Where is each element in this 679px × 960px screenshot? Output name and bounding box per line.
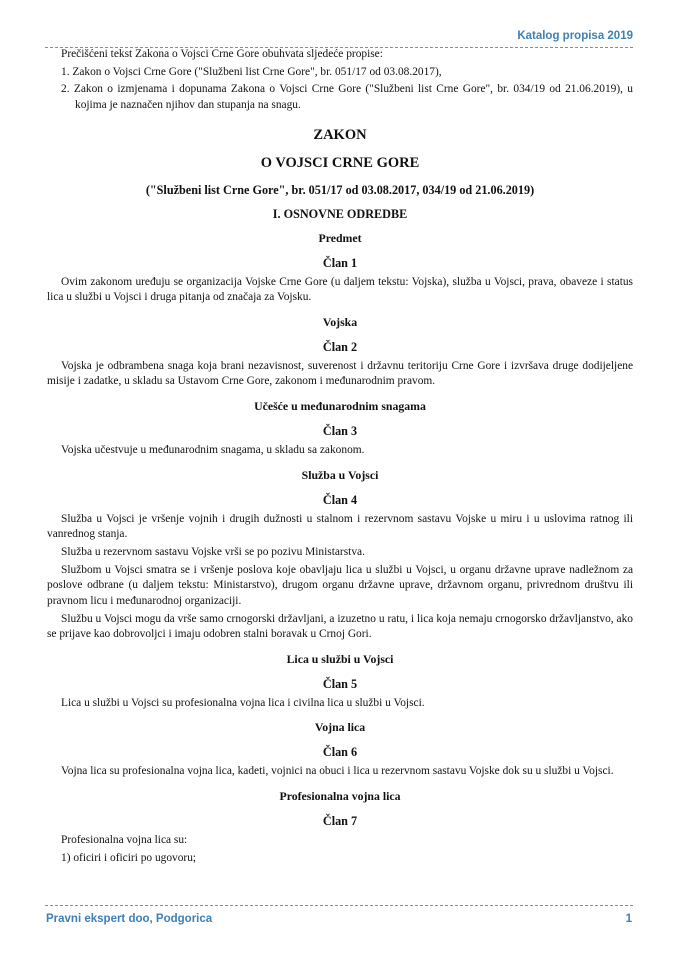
section-heading: Lica u službi u Vojsci bbox=[286, 651, 394, 666]
page-header bbox=[45, 29, 633, 48]
article-paragraph: Lica u službi u Vojsci su profesionalna vojna lica i civilna lica u službi u Vojsci. bbox=[61, 696, 425, 709]
page-footer bbox=[45, 905, 633, 930]
article-paragraph: Služba u rezervnom sastavu Vojske vrši se po pozivu Ministarstva. bbox=[61, 545, 365, 558]
article-label: Član 3 bbox=[322, 423, 358, 438]
intro-item: 2. Zakon o izmjenama i dopunama Zakona o Vojsci Crne Gore ("Službeni list Crne Gore", br. 034/19 od 21.06.2019), u kojima je naznačen njihov dan stupanja na snagu. bbox=[61, 83, 633, 111]
law-gazette: ("Službeni list Crne Gore", br. 051/17 od 03.08.2017, 034/19 od 21.06.2019) bbox=[145, 182, 535, 197]
article-label: Član 2 bbox=[322, 339, 358, 354]
law-title: O VOJSCI CRNE GORE bbox=[260, 154, 420, 171]
article-list-item: 1) oficiri i oficiri po ugovoru; bbox=[61, 851, 197, 864]
law-heading: ZAKON bbox=[313, 126, 367, 143]
article-paragraph: Ovim zakonom uređuju se organizacija Vojske Crne Gore (u daljem tekstu: Vojska), služba u Vojsci, prava, obaveze i status lica u službi u Vojsci i druga pitanja od značaja za Vojsku. bbox=[47, 275, 633, 304]
section-heading: Služba u Vojsci bbox=[301, 467, 379, 482]
article-label: Član 4 bbox=[322, 492, 358, 507]
intro-lead: Prečišćeni tekst Zakona o Vojsci Crne Gore obuhvata sljedeće propise: bbox=[61, 48, 383, 60]
section-heading: Predmet bbox=[318, 230, 362, 245]
catalog-title: Katalog propisa 2019 bbox=[517, 30, 633, 42]
section-heading: Profesionalna vojna lica bbox=[279, 789, 401, 804]
intro-item: 1. Zakon o Vojsci Crne Gore ("Službeni list Crne Gore", br. 051/17 od 03.08.2017), bbox=[61, 65, 442, 78]
page-number: 1 bbox=[625, 913, 632, 925]
publisher-name: Pravni ekspert doo, Podgorica bbox=[46, 913, 213, 925]
section-heading: Učešće u međunarodnim snagama bbox=[254, 398, 426, 413]
article-paragraph: Vojska je odbrambena snaga koja brani nezavisnost, suverenost i državnu teritoriju Crne Gore i izvršava druge dodijeljene misije i zadatke, u skladu sa Ustavom Crne Gore, zakonom i međunarodnim pravom. bbox=[47, 359, 633, 388]
article-label: Član 5 bbox=[322, 676, 358, 691]
article-label: Član 7 bbox=[322, 814, 358, 829]
document-body bbox=[47, 47, 633, 869]
section-heading: Vojska bbox=[322, 314, 358, 329]
article-label: Član 6 bbox=[322, 745, 358, 760]
part-heading: I. OSNOVNE ODREDBE bbox=[272, 206, 408, 221]
article-paragraph: Službu u Vojsci mogu da vrše samo crnogorski državljani, a izuzetno u ratu, i lica koja nemaju crnogorsko državljanstvo, ako se prijave kao dobrovoljci i imaju odobren stalni boravak u Crnoj Gori. bbox=[47, 612, 633, 641]
article-paragraph: Profesionalna vojna lica su: bbox=[61, 834, 188, 847]
article-paragraph: Služba u Vojsci je vršenje vojnih i drugih dužnosti u stalnom i rezervnom sastavu Vojske u miru i u uslovima ratnog ili vanrednog stanja. bbox=[47, 512, 633, 541]
section-heading: Vojna lica bbox=[314, 720, 366, 735]
article-paragraph: Vojna lica su profesionalna vojna lica, kadeti, vojnici na obuci i lica u rezervnom sastavu Vojske dok su u službi u Vojsci. bbox=[61, 765, 614, 778]
article-paragraph: Službom u Vojsci smatra se i vršenje poslova koje obavljaju lica u službi u Vojsci, u organu državne uprave nadležnom za poslove odbrane (u daljem tekstu: Ministarstvo), drugom organu državne uprave, državnom organu, privrednom društvu ili pravnom licu i međunarodnoj organizaciji. bbox=[47, 563, 633, 607]
article-label: Član 1 bbox=[322, 255, 358, 270]
article-paragraph: Vojska učestvuje u međunarodnim snagama, u skladu sa zakonom. bbox=[61, 443, 365, 456]
